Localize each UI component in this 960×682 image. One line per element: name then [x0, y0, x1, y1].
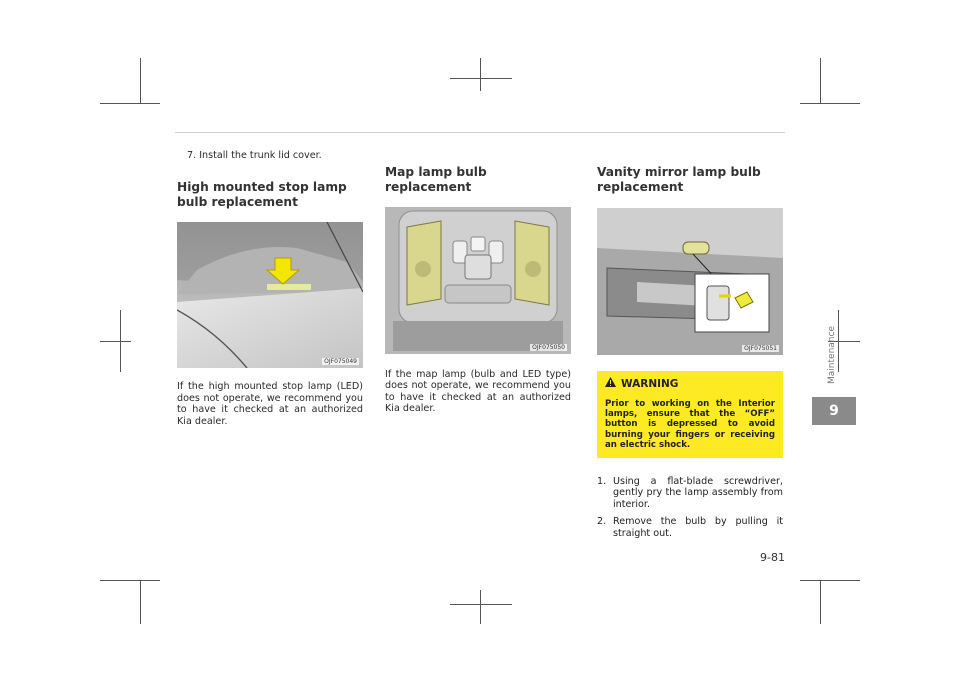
- image-code: OJF075050: [532, 344, 565, 351]
- warning-triangle-icon: [605, 377, 616, 390]
- right-column: [597, 165, 783, 545]
- image-code: OJF075051: [744, 345, 777, 352]
- list-item: 1. Using a flat-blade screwdriver, gently pry the lamp assembly from interior.: [597, 476, 783, 510]
- section-heading-vanity-lamp: Vanity mirror lamp bulb replacement: [597, 165, 761, 194]
- removal-steps: [597, 476, 783, 539]
- map-lamp-paragraph: If the map lamp (bulb and LED type) does not operate, we recommend you to have it checked at an authorized Kia dealer.: [385, 369, 571, 415]
- left-column: [177, 150, 363, 427]
- image-code: OJF075049: [324, 358, 357, 366]
- chapter-label-area: [812, 320, 856, 396]
- header-rule: [175, 132, 785, 133]
- map-lamp-illustration: [385, 207, 571, 354]
- stop-lamp-illustration: [177, 222, 363, 368]
- section-heading-map-lamp: Map lamp bulb replacement: [385, 165, 487, 194]
- warning-title: WARNING: [621, 377, 679, 390]
- list-item: 2. Remove the bulb by pulling it straight out.: [597, 516, 783, 539]
- warning-box: [597, 371, 783, 458]
- page-number: 9-81: [760, 551, 785, 564]
- chapter-label: Maintenance: [827, 326, 837, 384]
- middle-column: [385, 165, 571, 415]
- step-7: 7. Install the trunk lid cover.: [187, 150, 322, 161]
- section-heading-stop-lamp: High mounted stop lamp bulb replacement: [177, 180, 347, 210]
- stop-lamp-paragraph: If the high mounted stop lamp (LED) does not operate, we recommend you to have it checked at an authorized Kia dealer.: [177, 381, 363, 427]
- chapter-tab: 9: [812, 397, 856, 425]
- warning-text: Prior to working on the Interior lamps, ensure that the “OFF” button is depressed to avoid burning your fingers or receiving an electric shock.: [605, 399, 775, 450]
- warning-header: [605, 377, 775, 390]
- vanity-lamp-illustration: [597, 208, 783, 355]
